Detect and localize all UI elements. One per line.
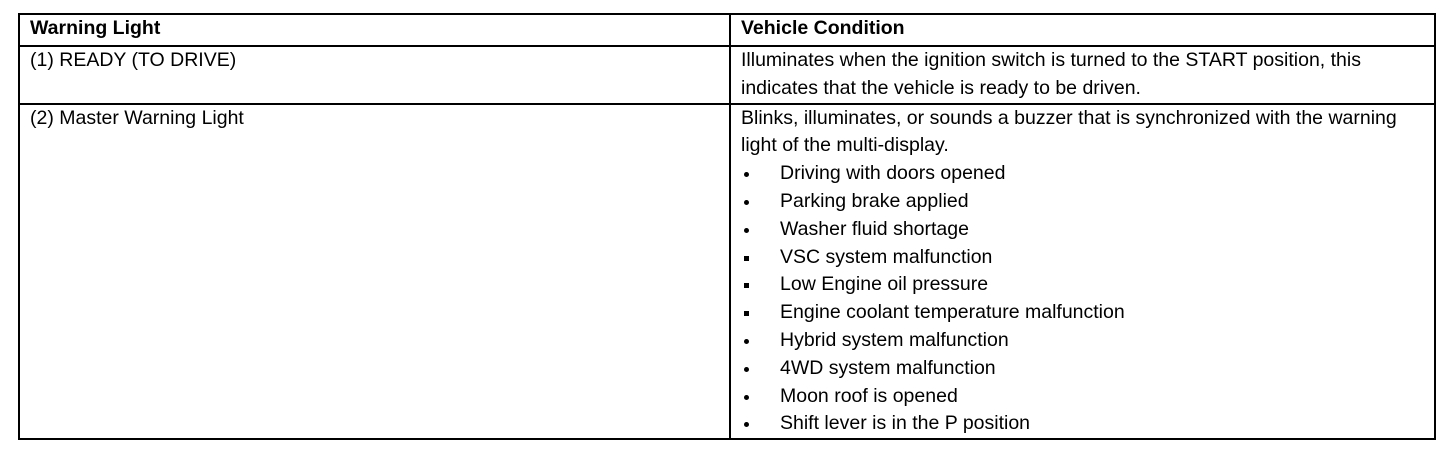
list-item	[741, 244, 1424, 272]
list-item-text: Driving with doors opened	[780, 162, 1006, 185]
list-item-text: 4WD system malfunction	[780, 356, 996, 379]
warning-light-cell: (1) READY (TO DRIVE)	[19, 46, 730, 104]
list-item-text: Hybrid system malfunction	[780, 328, 1009, 351]
vehicle-condition-cell: Illuminates when the ignition switch is turned to the START position, this indicates that the vehicle is ready to be driven.	[730, 46, 1435, 104]
list-item-text: VSC system malfunction	[780, 245, 993, 268]
list-item	[741, 327, 1424, 355]
table-header-row	[19, 14, 1435, 46]
warning-light-cell: (2) Master Warning Light	[19, 104, 730, 440]
condition-list	[741, 160, 1424, 438]
list-item	[741, 410, 1424, 438]
list-item	[741, 216, 1424, 244]
vehicle-condition-cell	[730, 104, 1435, 440]
list-item-text: Washer fluid shortage	[780, 217, 969, 240]
table-row	[19, 104, 1435, 440]
list-item-text: Shift lever is in the P position	[780, 412, 1031, 435]
list-item	[741, 299, 1424, 327]
list-item-text: Low Engine oil pressure	[780, 273, 989, 296]
table-row	[19, 46, 1435, 104]
warning-light-table	[18, 13, 1436, 440]
list-item	[741, 188, 1424, 216]
list-item-text: Engine coolant temperature malfunction	[780, 301, 1125, 324]
header-warning-light: Warning Light	[19, 14, 730, 46]
list-item-text: Parking brake applied	[780, 189, 969, 212]
condition-description: Blinks, illuminates, or sounds a buzzer that is synchronized with the warning light of the multi-display.	[741, 106, 1397, 157]
list-item	[741, 355, 1424, 383]
list-item	[741, 271, 1424, 299]
list-item	[741, 160, 1424, 188]
list-item	[741, 383, 1424, 411]
header-vehicle-condition: Vehicle Condition	[730, 14, 1435, 46]
list-item-text: Moon roof is opened	[780, 384, 958, 407]
